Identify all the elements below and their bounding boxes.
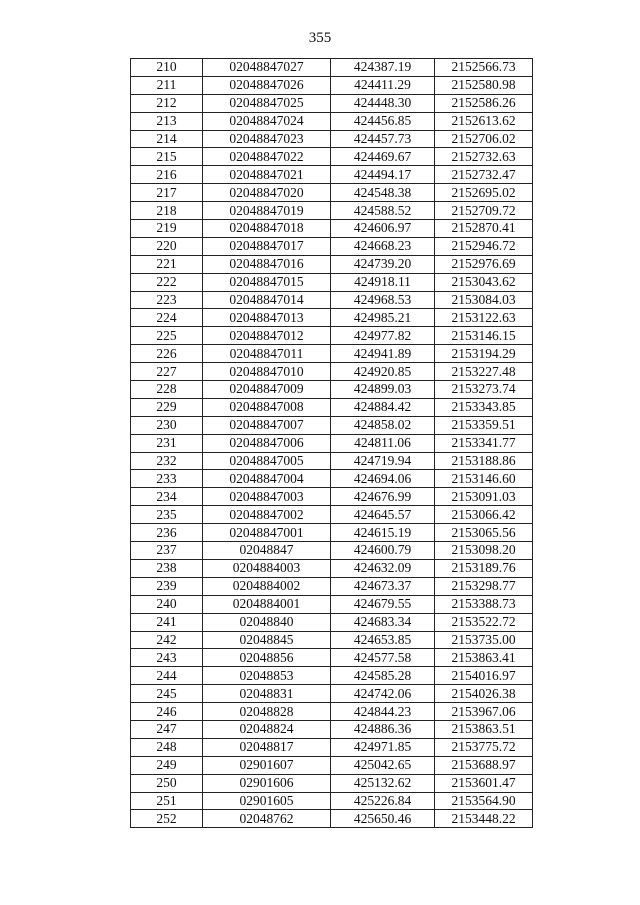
y-coordinate-cell: 2154026.38 [435, 685, 533, 703]
x-coordinate-cell: 424469.67 [331, 148, 435, 166]
table-row [131, 148, 533, 166]
x-coordinate-cell: 424606.97 [331, 220, 435, 238]
row-number-cell: 237 [131, 542, 203, 560]
x-coordinate-cell: 425226.84 [331, 792, 435, 810]
x-coordinate-cell: 424899.03 [331, 381, 435, 399]
y-coordinate-cell: 2153043.62 [435, 273, 533, 291]
x-coordinate-cell: 424742.06 [331, 685, 435, 703]
code-cell: 02048847015 [203, 273, 331, 291]
row-number-cell: 233 [131, 470, 203, 488]
x-coordinate-cell: 424679.55 [331, 595, 435, 613]
table-row [131, 595, 533, 613]
row-number-cell: 235 [131, 506, 203, 524]
y-coordinate-cell: 2153146.60 [435, 470, 533, 488]
x-coordinate-cell: 424457.73 [331, 130, 435, 148]
table-row [131, 130, 533, 148]
row-number-cell: 251 [131, 792, 203, 810]
y-coordinate-cell: 2153188.86 [435, 452, 533, 470]
y-coordinate-cell: 2153601.47 [435, 774, 533, 792]
y-coordinate-cell: 2153564.90 [435, 792, 533, 810]
table-row [131, 524, 533, 542]
y-coordinate-cell: 2153098.20 [435, 542, 533, 560]
y-coordinate-cell: 2153194.29 [435, 345, 533, 363]
code-cell: 02048824 [203, 720, 331, 738]
table-row [131, 792, 533, 810]
row-number-cell: 213 [131, 112, 203, 130]
row-number-cell: 239 [131, 577, 203, 595]
y-coordinate-cell: 2153863.51 [435, 720, 533, 738]
table-row [131, 166, 533, 184]
code-cell: 02048847005 [203, 452, 331, 470]
row-number-cell: 243 [131, 649, 203, 667]
table-row [131, 184, 533, 202]
table-row [131, 452, 533, 470]
page-number: 355 [308, 30, 332, 46]
code-cell: 02048847020 [203, 184, 331, 202]
y-coordinate-cell: 2153189.76 [435, 559, 533, 577]
x-coordinate-cell: 424985.21 [331, 309, 435, 327]
x-coordinate-cell: 424494.17 [331, 166, 435, 184]
table-row [131, 381, 533, 399]
y-coordinate-cell: 2152586.26 [435, 94, 533, 112]
table-row [131, 59, 533, 77]
table-row [131, 327, 533, 345]
x-coordinate-cell: 424448.30 [331, 94, 435, 112]
table-row [131, 273, 533, 291]
y-coordinate-cell: 2153522.72 [435, 613, 533, 631]
code-cell: 02048847016 [203, 255, 331, 273]
table-row [131, 345, 533, 363]
table-row [131, 237, 533, 255]
code-cell: 02048847026 [203, 76, 331, 94]
x-coordinate-cell: 424645.57 [331, 506, 435, 524]
code-cell: 02048817 [203, 738, 331, 756]
table-row [131, 220, 533, 238]
table-row [131, 613, 533, 631]
code-cell: 02048847001 [203, 524, 331, 542]
code-cell: 02048847023 [203, 130, 331, 148]
x-coordinate-cell: 424456.85 [331, 112, 435, 130]
x-coordinate-cell: 425132.62 [331, 774, 435, 792]
y-coordinate-cell: 2153227.48 [435, 363, 533, 381]
x-coordinate-cell: 424673.37 [331, 577, 435, 595]
table-row [131, 202, 533, 220]
table-row [131, 94, 533, 112]
code-cell: 0204884003 [203, 559, 331, 577]
x-coordinate-cell: 424858.02 [331, 416, 435, 434]
code-cell: 02048847018 [203, 220, 331, 238]
code-cell: 02048847004 [203, 470, 331, 488]
row-number-cell: 244 [131, 667, 203, 685]
x-coordinate-cell: 424920.85 [331, 363, 435, 381]
y-coordinate-cell: 2152613.62 [435, 112, 533, 130]
y-coordinate-cell: 2152870.41 [435, 220, 533, 238]
y-coordinate-cell: 2153298.77 [435, 577, 533, 595]
row-number-cell: 229 [131, 398, 203, 416]
row-number-cell: 224 [131, 309, 203, 327]
x-coordinate-cell: 424387.19 [331, 59, 435, 77]
y-coordinate-cell: 2152732.47 [435, 166, 533, 184]
row-number-cell: 234 [131, 488, 203, 506]
y-coordinate-cell: 2152946.72 [435, 237, 533, 255]
code-cell: 02901605 [203, 792, 331, 810]
table-row [131, 559, 533, 577]
y-coordinate-cell: 2152732.63 [435, 148, 533, 166]
code-cell: 02048847009 [203, 381, 331, 399]
code-cell: 02048847006 [203, 434, 331, 452]
code-cell: 02048847014 [203, 291, 331, 309]
code-cell: 02048845 [203, 631, 331, 649]
x-coordinate-cell: 424632.09 [331, 559, 435, 577]
x-coordinate-cell: 424683.34 [331, 613, 435, 631]
row-number-cell: 228 [131, 381, 203, 399]
y-coordinate-cell: 2153735.00 [435, 631, 533, 649]
y-coordinate-cell: 2153359.51 [435, 416, 533, 434]
code-cell: 02048853 [203, 667, 331, 685]
table-row [131, 255, 533, 273]
y-coordinate-cell: 2153066.42 [435, 506, 533, 524]
y-coordinate-cell: 2153448.22 [435, 810, 533, 828]
row-number-cell: 240 [131, 595, 203, 613]
y-coordinate-cell: 2153065.56 [435, 524, 533, 542]
x-coordinate-cell: 424668.23 [331, 237, 435, 255]
x-coordinate-cell: 425650.46 [331, 810, 435, 828]
row-number-cell: 211 [131, 76, 203, 94]
row-number-cell: 222 [131, 273, 203, 291]
row-number-cell: 210 [131, 59, 203, 77]
row-number-cell: 212 [131, 94, 203, 112]
code-cell: 02901607 [203, 756, 331, 774]
x-coordinate-cell: 424739.20 [331, 255, 435, 273]
x-coordinate-cell: 424811.06 [331, 434, 435, 452]
y-coordinate-cell: 2153388.73 [435, 595, 533, 613]
x-coordinate-cell: 424884.42 [331, 398, 435, 416]
table-row [131, 506, 533, 524]
x-coordinate-cell: 424941.89 [331, 345, 435, 363]
code-cell: 0204884001 [203, 595, 331, 613]
code-cell: 02048847017 [203, 237, 331, 255]
table-row [131, 398, 533, 416]
row-number-cell: 223 [131, 291, 203, 309]
row-number-cell: 231 [131, 434, 203, 452]
x-coordinate-cell: 424548.38 [331, 184, 435, 202]
row-number-cell: 238 [131, 559, 203, 577]
row-number-cell: 225 [131, 327, 203, 345]
x-coordinate-cell: 424600.79 [331, 542, 435, 560]
row-number-cell: 236 [131, 524, 203, 542]
x-coordinate-cell: 424719.94 [331, 452, 435, 470]
code-cell: 02901606 [203, 774, 331, 792]
row-number-cell: 220 [131, 237, 203, 255]
x-coordinate-cell: 424411.29 [331, 76, 435, 94]
table-row [131, 291, 533, 309]
y-coordinate-cell: 2153273.74 [435, 381, 533, 399]
table-row [131, 542, 533, 560]
x-coordinate-cell: 424886.36 [331, 720, 435, 738]
y-coordinate-cell: 2153967.06 [435, 703, 533, 721]
table-row [131, 488, 533, 506]
row-number-cell: 226 [131, 345, 203, 363]
y-coordinate-cell: 2153084.03 [435, 291, 533, 309]
x-coordinate-cell: 425042.65 [331, 756, 435, 774]
table-row [131, 649, 533, 667]
x-coordinate-cell: 424588.52 [331, 202, 435, 220]
row-number-cell: 246 [131, 703, 203, 721]
table-row [131, 810, 533, 828]
x-coordinate-cell: 424694.06 [331, 470, 435, 488]
table-row [131, 112, 533, 130]
y-coordinate-cell: 2153341.77 [435, 434, 533, 452]
table-row [131, 363, 533, 381]
code-cell: 02048831 [203, 685, 331, 703]
code-cell: 02048847002 [203, 506, 331, 524]
y-coordinate-cell: 2153146.15 [435, 327, 533, 345]
table-body [131, 59, 533, 828]
code-cell: 02048847007 [203, 416, 331, 434]
code-cell: 02048847012 [203, 327, 331, 345]
y-coordinate-cell: 2152566.73 [435, 59, 533, 77]
code-cell: 02048847025 [203, 94, 331, 112]
x-coordinate-cell: 424968.53 [331, 291, 435, 309]
y-coordinate-cell: 2153688.97 [435, 756, 533, 774]
row-number-cell: 221 [131, 255, 203, 273]
row-number-cell: 216 [131, 166, 203, 184]
code-cell: 02048847019 [203, 202, 331, 220]
table-row [131, 631, 533, 649]
table-row [131, 685, 533, 703]
row-number-cell: 215 [131, 148, 203, 166]
x-coordinate-cell: 424615.19 [331, 524, 435, 542]
x-coordinate-cell: 424577.58 [331, 649, 435, 667]
y-coordinate-cell: 2154016.97 [435, 667, 533, 685]
code-cell: 02048847010 [203, 363, 331, 381]
row-number-cell: 217 [131, 184, 203, 202]
row-number-cell: 242 [131, 631, 203, 649]
row-number-cell: 249 [131, 756, 203, 774]
table-row [131, 756, 533, 774]
row-number-cell: 248 [131, 738, 203, 756]
row-number-cell: 214 [131, 130, 203, 148]
code-cell: 02048847013 [203, 309, 331, 327]
code-cell: 02048847 [203, 542, 331, 560]
code-cell: 02048847008 [203, 398, 331, 416]
x-coordinate-cell: 424977.82 [331, 327, 435, 345]
row-number-cell: 227 [131, 363, 203, 381]
row-number-cell: 247 [131, 720, 203, 738]
x-coordinate-cell: 424653.85 [331, 631, 435, 649]
y-coordinate-cell: 2152580.98 [435, 76, 533, 94]
table-row [131, 577, 533, 595]
y-coordinate-cell: 2153122.63 [435, 309, 533, 327]
table-row [131, 416, 533, 434]
code-cell: 02048847011 [203, 345, 331, 363]
table-row [131, 720, 533, 738]
y-coordinate-cell: 2152706.02 [435, 130, 533, 148]
code-cell: 02048847027 [203, 59, 331, 77]
y-coordinate-cell: 2152709.72 [435, 202, 533, 220]
coordinates-table [130, 58, 533, 828]
table-row [131, 434, 533, 452]
row-number-cell: 245 [131, 685, 203, 703]
x-coordinate-cell: 424676.99 [331, 488, 435, 506]
y-coordinate-cell: 2153343.85 [435, 398, 533, 416]
code-cell: 02048847021 [203, 166, 331, 184]
row-number-cell: 219 [131, 220, 203, 238]
table-row [131, 667, 533, 685]
table-row [131, 470, 533, 488]
row-number-cell: 218 [131, 202, 203, 220]
code-cell: 0204884002 [203, 577, 331, 595]
code-cell: 02048762 [203, 810, 331, 828]
row-number-cell: 250 [131, 774, 203, 792]
row-number-cell: 252 [131, 810, 203, 828]
x-coordinate-cell: 424585.28 [331, 667, 435, 685]
code-cell: 02048847024 [203, 112, 331, 130]
y-coordinate-cell: 2153091.03 [435, 488, 533, 506]
code-cell: 02048856 [203, 649, 331, 667]
row-number-cell: 232 [131, 452, 203, 470]
code-cell: 02048828 [203, 703, 331, 721]
table-row [131, 738, 533, 756]
table-row [131, 774, 533, 792]
x-coordinate-cell: 424844.23 [331, 703, 435, 721]
x-coordinate-cell: 424918.11 [331, 273, 435, 291]
x-coordinate-cell: 424971.85 [331, 738, 435, 756]
code-cell: 02048847022 [203, 148, 331, 166]
y-coordinate-cell: 2153775.72 [435, 738, 533, 756]
table-row [131, 309, 533, 327]
code-cell: 02048840 [203, 613, 331, 631]
row-number-cell: 230 [131, 416, 203, 434]
code-cell: 02048847003 [203, 488, 331, 506]
row-number-cell: 241 [131, 613, 203, 631]
table-row [131, 703, 533, 721]
y-coordinate-cell: 2153863.41 [435, 649, 533, 667]
y-coordinate-cell: 2152976.69 [435, 255, 533, 273]
table-row [131, 76, 533, 94]
y-coordinate-cell: 2152695.02 [435, 184, 533, 202]
